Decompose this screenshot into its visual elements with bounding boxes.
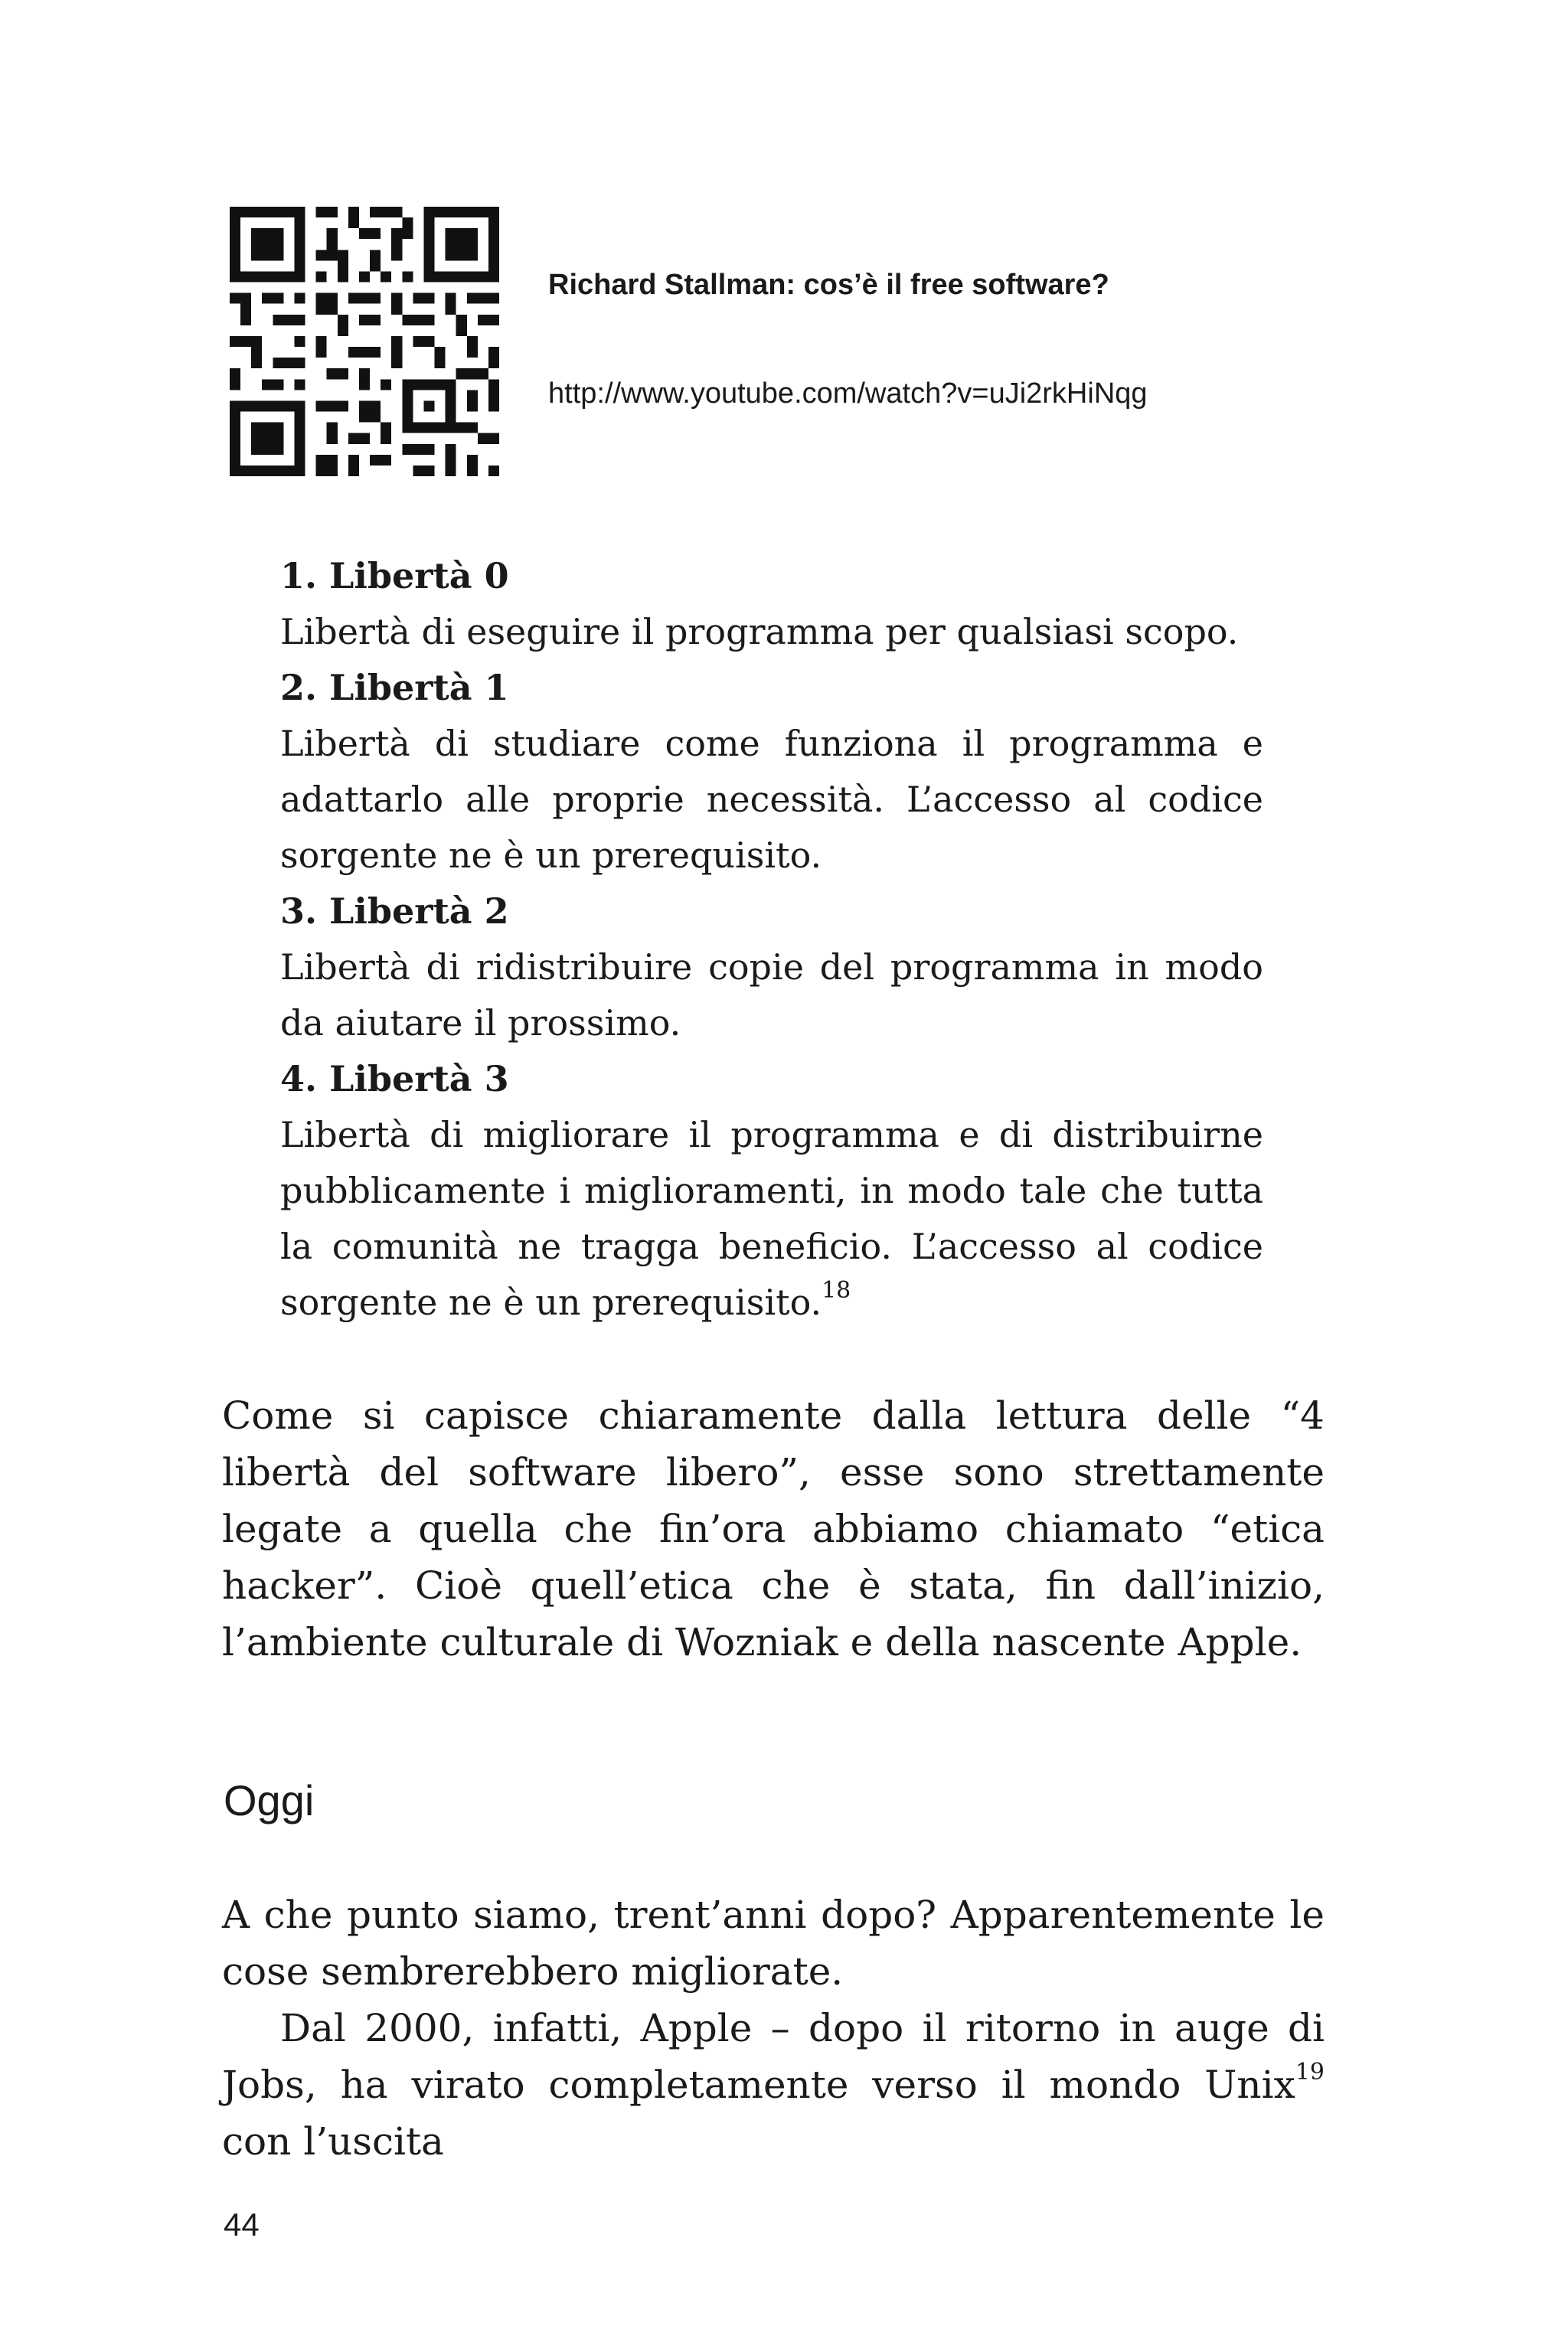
footnote-marker[interactable]: 19 — [1295, 2059, 1325, 2086]
body-paragraph: Come si capisce chiaramente dalla lettura delle “4 libertà del software libero”, esse sono strettamente legate a quella che fin’ora abbiamo chiamato “etica hacker”. Cioè quell’etica che è stata, fin dall’inizio, l’ambiente culturale di Wozniak e della nascente Apple. — [222, 1393, 1325, 1664]
section-title: Oggi — [224, 1776, 315, 1824]
page-number: 44 — [224, 2207, 260, 2243]
video-url[interactable]: http://www.youtube.com/watch?v=uJi2rkHiNqg — [548, 377, 1148, 410]
freedom-text: Libertà di ridistribuire copie del programma in modo da aiutare il prossimo. — [280, 946, 1263, 1044]
paragraph-text: Dal 2000, infatti, Apple – dopo il ritorno in auge di Jobs, ha virato completamente verso il mondo Unix — [222, 2006, 1325, 2107]
freedom-heading: 4. Libertà 3 — [280, 1058, 509, 1099]
freedom-heading: 3. Libertà 2 — [280, 890, 509, 932]
paragraph-text: con l’uscita — [222, 2119, 444, 2164]
freedom-heading: 2. Libertà 1 — [280, 667, 509, 708]
freedom-text: Libertà di eseguire il programma per qualsiasi scopo. — [280, 611, 1239, 652]
footnote-marker[interactable]: 18 — [822, 1276, 851, 1304]
freedom-text — [280, 1107, 1263, 1331]
qr-code-icon — [230, 207, 499, 476]
body-paragraph — [222, 2000, 1325, 2170]
body-paragraph: A che punto siamo, trent’anni dopo? Apparentemente le cose sembrerebbero migliorate. — [222, 1893, 1325, 1994]
freedom-text: Libertà di studiare come funziona il programma e adattarlo alle proprie necessità. L’accesso al codice sorgente ne è un prerequisito. — [280, 723, 1263, 876]
video-title: Richard Stallman: cos’è il free software? — [548, 269, 1109, 301]
freedoms-list — [280, 548, 1263, 1331]
video-reference — [548, 268, 1544, 411]
freedom-heading: 1. Libertà 0 — [280, 555, 509, 596]
freedom-text-body: Libertà di migliorare il programma e di distribuirne pubblicamente i miglioramenti, in modo tale che tutta la comunità ne tragga beneficio. L’accesso al codice sorgente ne è un prerequisito. — [280, 1114, 1263, 1323]
